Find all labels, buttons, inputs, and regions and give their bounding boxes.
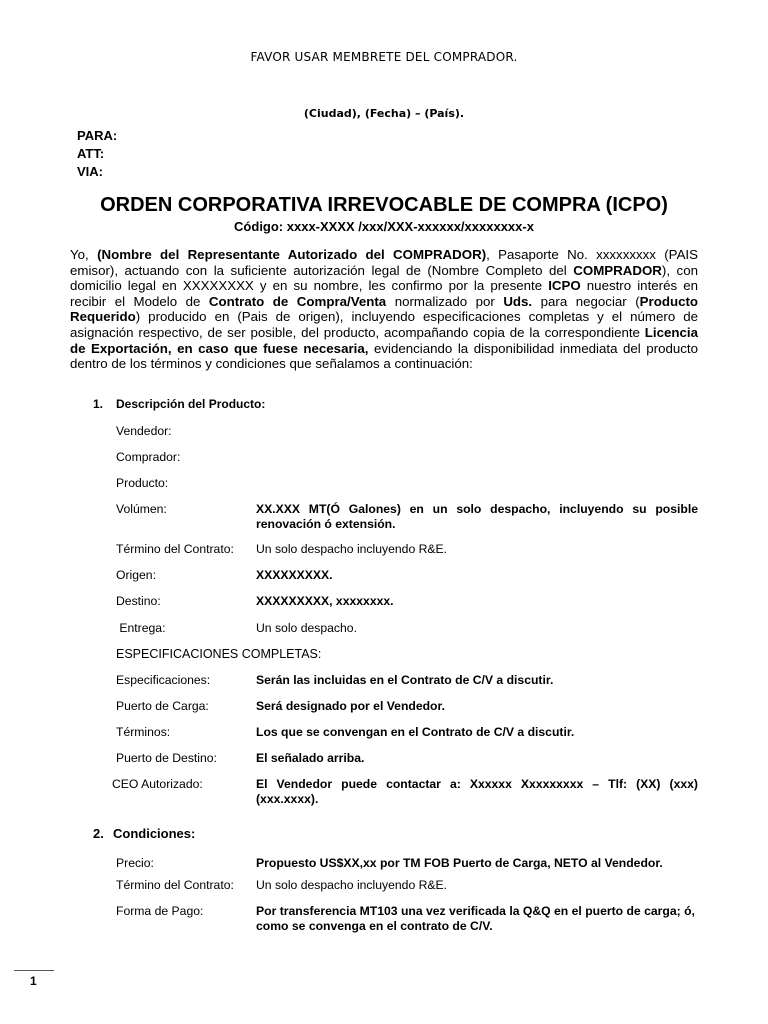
pago-label: Forma de Pago:: [116, 904, 204, 918]
destino-value: XXXXXXXXX, xxxxxxxx.: [256, 594, 394, 608]
precio-label: Precio:: [116, 856, 154, 870]
para-label: PARA:: [77, 128, 118, 143]
producto-label: Producto:: [116, 476, 169, 490]
entrega-label: Entrega:: [116, 621, 166, 635]
document-title: ORDEN CORPORATIVA IRREVOCABLE DE COMPRA (ICPO): [100, 194, 668, 216]
especificaciones-heading: ESPECIFICACIONES COMPLETAS:: [116, 647, 322, 661]
termino-2-value: Un solo despacho incluyendo R&E.: [256, 878, 448, 892]
footer-rule: [14, 970, 54, 971]
intro-paragraph: Yo, (Nombre del Representante Autorizado del COMPRADOR), Pasaporte No. xxxxxxxxx (PAIS emisor), actuando con la suficiente autorización legal de (Nombre Completo del COMPRADOR), con domicilio legal en XXXXXXXX y en su nombre, les confirmo por la presente ICPO nuestro interés en recibir el Modelo de Contrato de Compra/Venta normalizado por Uds. para negociar (Producto Requerido) producido en (Pais de origen), incluyendo especificaciones completas y el número de asignación respectivo, de ser posible, del producto, acompañando copia de la correspondiente Licencia de Exportación, en caso que fuese necesaria, evidenciando la disponibilidad inmediata del producto dentro de los términos y condiciones que señalamos a continuación:: [70, 247, 699, 372]
addressee-block: [77, 127, 117, 181]
puerto-destino-value: El señalado arriba.: [256, 751, 365, 765]
document-code: Código: xxxx-XXXX /xxx/XXX-xxxxxx/xxxxxxxx-x: [234, 219, 534, 234]
volumen-label: Volúmen:: [116, 502, 167, 516]
puerto-destino-label: Puerto de Destino:: [116, 751, 217, 765]
entrega-value: Un solo despacho.: [256, 621, 357, 635]
section-2-number: 2.: [93, 826, 104, 841]
puerto-carga-value: Será designado por el Vendedor.: [256, 699, 445, 713]
origen-value: XXXXXXXXX.: [256, 568, 333, 582]
letterhead-note: FAVOR USAR MEMBRETE DEL COMPRADOR.: [250, 50, 518, 64]
city-date-line: (Ciudad), (Fecha) – (País).: [303, 107, 465, 120]
pago-value: Por transferencia MT103 una vez verificada la Q&Q en el puerto de carga; ó, como se convenga en el contrato de C/V.: [256, 904, 695, 933]
terminos-value: Los que se convengan en el Contrato de C/V a discutir.: [256, 725, 575, 739]
termino-value: Un solo despacho incluyendo R&E.: [256, 542, 448, 556]
comprador-label: Comprador:: [116, 450, 181, 464]
page-number: 1: [30, 974, 37, 988]
section-1-title: Descripción del Producto:: [116, 397, 266, 411]
especificaciones-label: Especificaciones:: [116, 673, 211, 687]
ceo-label: CEO Autorizado:: [112, 777, 203, 791]
vendedor-label: Vendedor:: [116, 424, 172, 438]
att-label: ATT:: [77, 146, 105, 161]
puerto-carga-label: Puerto de Carga:: [116, 699, 209, 713]
section-2-title: Condiciones:: [113, 826, 196, 841]
termino-label: Término del Contrato:: [116, 542, 234, 556]
origen-label: Origen:: [116, 568, 156, 582]
volumen-value: XX.XXX MT(Ó Galones) en un solo despacho, incluyendo su posible renovación ó extensión.: [256, 502, 698, 531]
precio-value: Propuesto US$XX,xx por TM FOB Puerto de Carga, NETO al Vendedor.: [256, 856, 663, 870]
termino-2-label: Término del Contrato:: [116, 878, 234, 892]
ceo-value: El Vendedor puede contactar a: Xxxxxx Xxxxxxxxx – Tlf: (XX) (xxx) (xxx.xxxx).: [256, 777, 698, 806]
terminos-label: Términos:: [116, 725, 171, 739]
destino-label: Destino:: [116, 594, 161, 608]
especificaciones-value: Serán las incluidas en el Contrato de C/V a discutir.: [256, 673, 554, 687]
section-1-number: 1.: [93, 397, 104, 411]
via-label: VIA:: [77, 164, 103, 179]
